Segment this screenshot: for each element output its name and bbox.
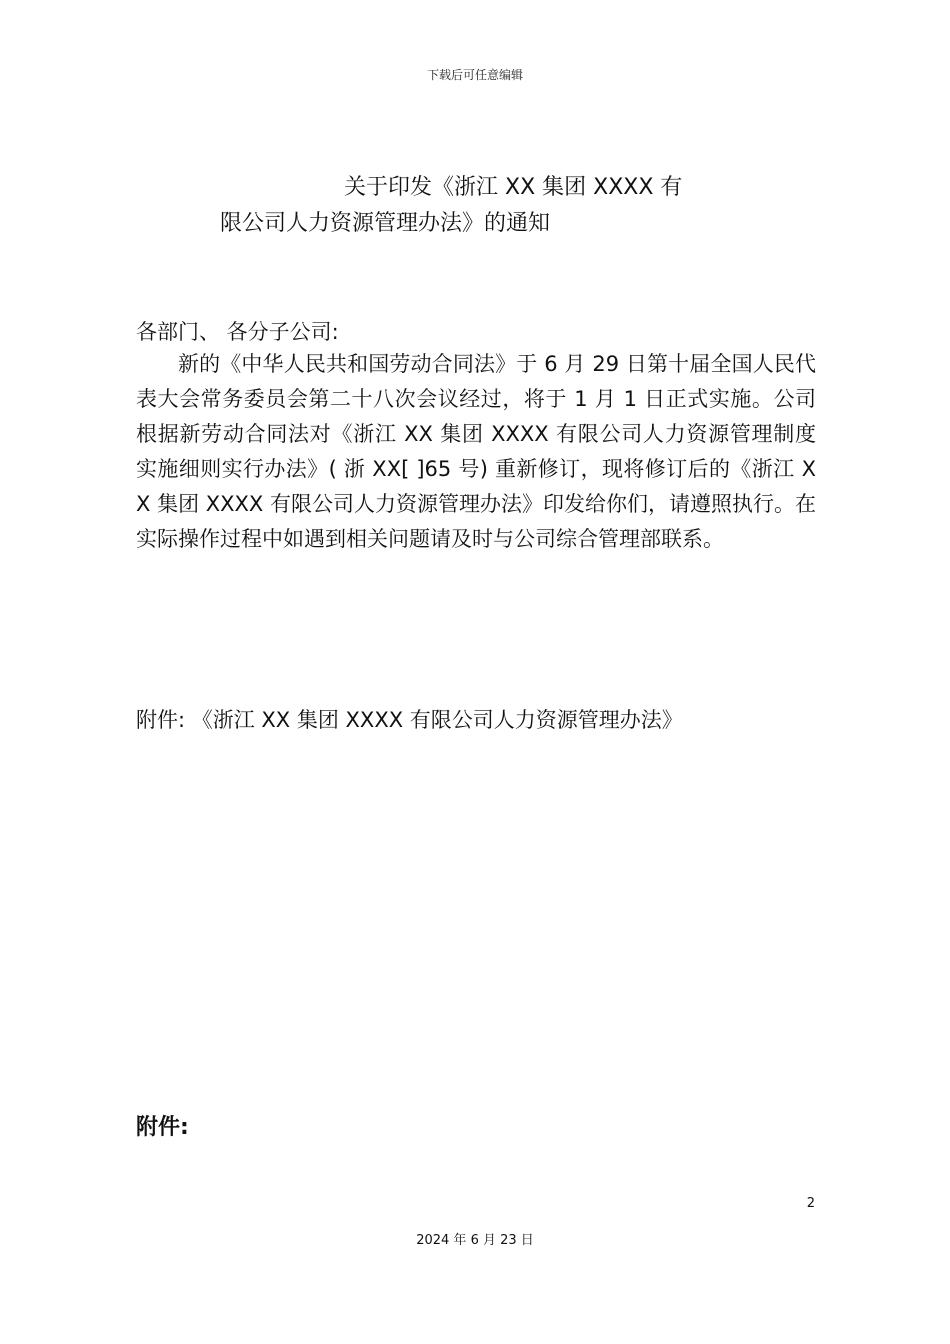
footer-date: 2024 年 6 月 23 日 xyxy=(416,1233,534,1248)
salutation: 各部门、 各分子公司: xyxy=(136,320,339,344)
body-paragraph: 新的《中华人民共和国劳动合同法》于 6 月 29 日第十届全国人民代表大会常务委员会第二十八次会议经过，将于 1 月 1 日正式实施。公司根据新劳动合同法对《浙江 XX 集团 XXXX 有限公司人力资源管理制度实施细则实行办法》( 浙 XX[ ]65 号) 重新修订，现将修订后的《浙江 XX 集团 XXXX 有限公司人力资源管理办法》印发给你们，请遵照执行。在实际操作过程中如遇到相关问题请及时与公司综合管理部联系。 xyxy=(136,352,816,551)
header-note: 下载后可任意编辑 xyxy=(426,68,523,82)
attachment-reference: 附件: 《浙江 XX 集团 XXXX 有限公司人力资源管理办法》 xyxy=(136,708,683,732)
document-title-line-1: 关于印发《浙江 XX 集团 XXXX 有 xyxy=(344,175,683,200)
page-number: 2 xyxy=(806,1196,815,1211)
attachment-heading: 附件: xyxy=(136,1115,189,1140)
document-title-line-2: 限公司人力资源管理办法》的通知 xyxy=(220,211,551,236)
